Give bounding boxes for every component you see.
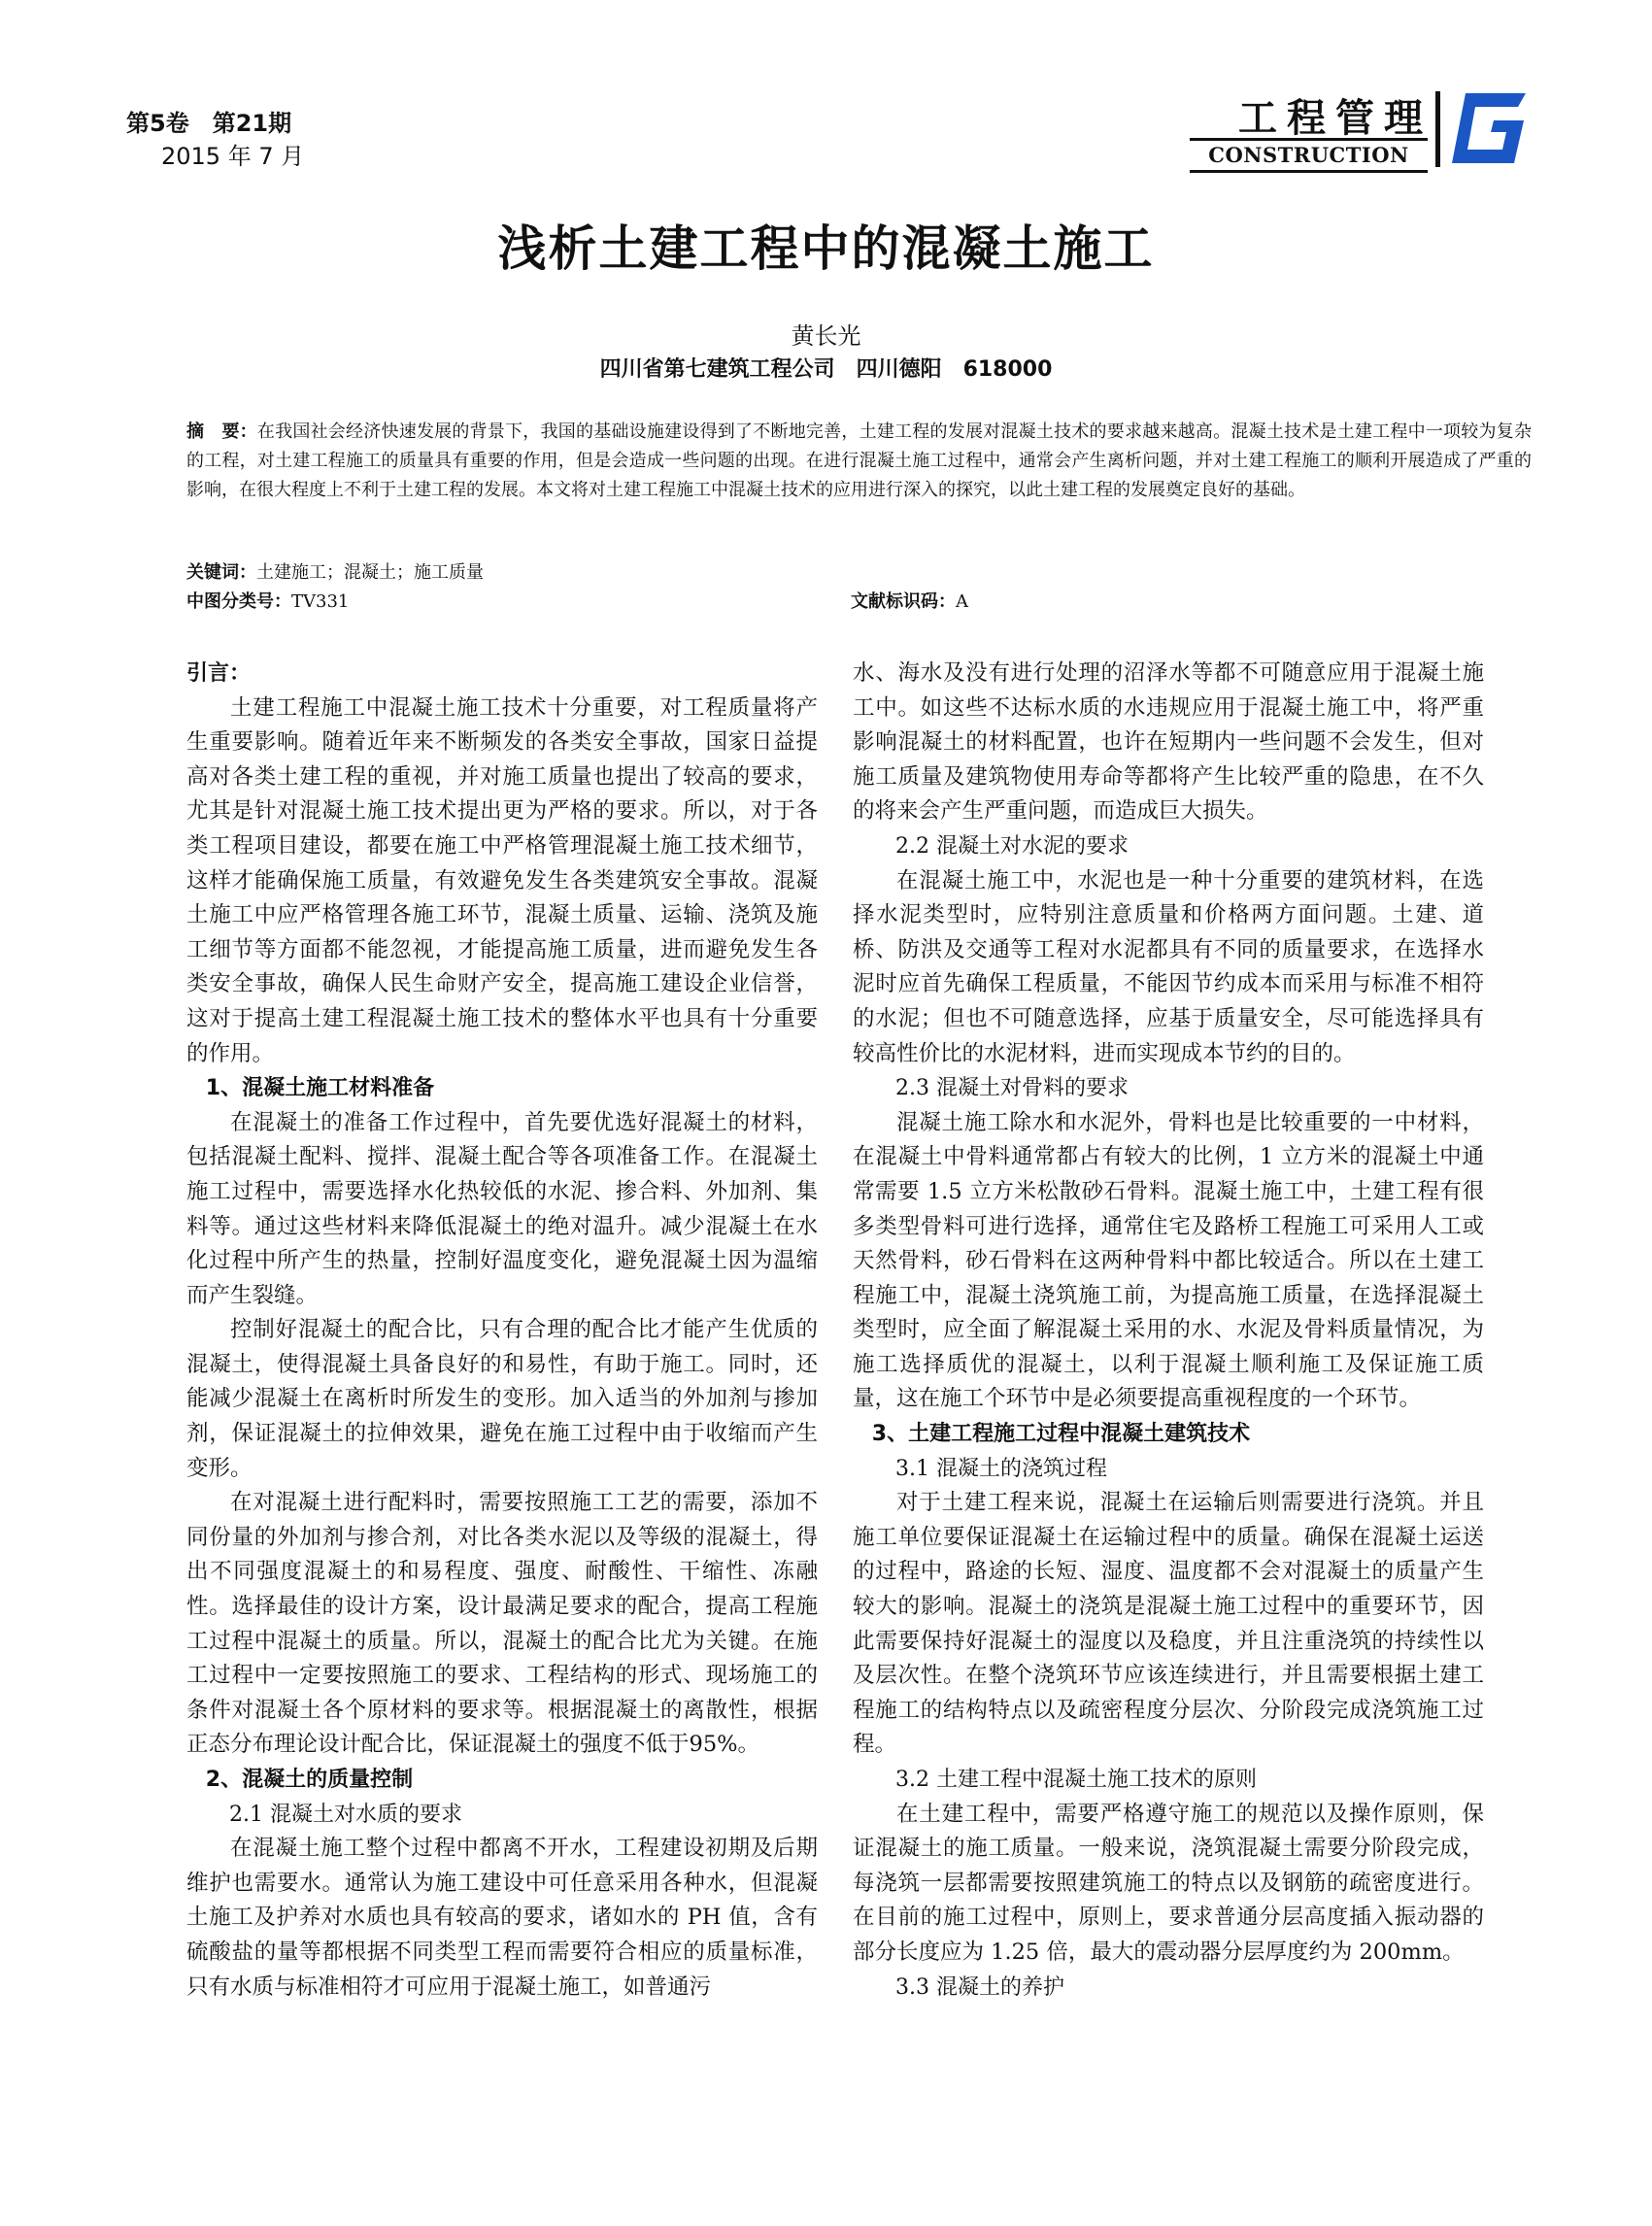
classification	[186, 589, 349, 616]
abstract-text: 在我国社会经济快速发展的背景下，我国的基础设施建设得到了不断地完善，土建工程的发展对混凝土技术的要求越来越高。混凝土技术是土建工程中一项较为复杂的工程，对土建工程施工的质量具有重要的作用，但是会造成一些问题的出现。在进行混凝土施工过程中，通常会产生离析问题，并对土建工程施工的顺利开展造成了严重的影响，在很大程度上不利于土建工程的发展。本文将对土建工程施工中混凝土技术的应用进行深入的探究，以此土建工程的发展奠定良好的基础。	[186, 422, 1532, 500]
section-2-1-continued: 水、海水及没有进行处理的沼泽水等都不可随意应用于混凝土施工中。如这些不达标水质的水违规应用于混凝土施工中，将严重影响混凝土的材料配置，也许在短期内一些问题不会发生，但对施工质量及建筑物使用寿命等都将产生比较严重的隐患，在不久的将来会产生严重问题，而造成巨大损失。	[853, 660, 1484, 825]
document-code-label: 文献标识码：	[851, 591, 956, 612]
journal-name: 工程管理	[1238, 96, 1433, 141]
intro-heading: 引言：	[186, 661, 252, 686]
classification-text: TV331	[291, 591, 350, 612]
article-title: 浅析土建工程中的混凝土施工	[497, 220, 1155, 277]
journal-logo-icon	[1448, 87, 1530, 169]
section-1-paragraph-2: 控制好混凝土的配合比，只有合理的配合比才能产生优质的混凝土，使得混凝土具备良好的和易性，有助于施工。同时，还能减少混凝土在离析时所发生的变形。加入适当的外加剂与掺加剂，保证混凝土的拉伸效果，避免在施工过程中由于收缩而产生变形。	[186, 1317, 818, 1481]
classification-label: 中图分类号：	[186, 591, 291, 612]
author-affiliation: 四川省第七建筑工程公司 四川德阳 618000	[599, 357, 1053, 382]
left-column	[186, 657, 818, 2005]
masthead-divider	[1435, 91, 1440, 167]
journal-english-name: CONSTRUCTION	[1190, 138, 1428, 173]
intro-paragraph: 土建工程施工中混凝土施工技术十分重要，对工程质量将产生重要影响。随着近年来不断频发的各类安全事故，国家日益提高对各类土建工程的重视，并对施工质量也提出了较高的要求，尤其是针对混凝土施工技术提出更为严格的要求。所以，对于各类工程项目建设，都要在施工中严格管理混凝土施工技术细节，这样才能确保施工质量，有效避免发生各类建筑安全事故。混凝土施工中应严格管理各施工环节，混凝土质量、运输、浇筑及施工细节等方面都不能忽视，才能提高施工质量，进而避免发生各类安全事故，确保人民生命财产安全，提高施工建设企业信誉，这对于提高土建工程混凝土施工技术的整体水平也具有十分重要的作用。	[186, 694, 818, 1066]
section-2-1-heading: 2.1 混凝土对水质的要求	[229, 1802, 462, 1827]
section-2-3-paragraph: 混凝土施工除水和水泥外，骨料也是比较重要的一中材料，在混凝土中骨料通常都占有较大的比例，1 立方米的混凝土中通常需要 1.5 立方米松散砂石骨料。混凝土施工中，土建工程有很多类型骨料可进行选择，通常住宅及路桥工程施工可采用人工或天然骨料，砂石骨料在这两种骨料中都比较适合。所以在土建工程施工中，混凝土浇筑施工前，为提高施工质量，在选择混凝土类型时，应全面了解混凝土采用的水、水泥及骨料质量情况，为施工选择质优的混凝土，以利于混凝土顺利施工及保证施工质量，这在施工个环节中是必须要提高重视程度的一个环节。	[853, 1109, 1484, 1412]
volume-issue: 第5卷 第21期	[126, 110, 292, 137]
section-3-2-paragraph: 在土建工程中，需要严格遵守施工的规范以及操作原则，保证混凝土的施工质量。一般来说，浇筑混凝土需要分阶段完成，每浇筑一层都需要按照建筑施工的特点以及钢筋的疏密度进行。在目前的施工过程中，原则上，要求普通分层高度插入振动器的部分长度应为 1.25 倍，最大的震动器分层厚度约为 200mm。	[853, 1801, 1484, 1965]
keywords	[186, 559, 484, 587]
section-2-heading: 2、混凝土的质量控制	[205, 1768, 414, 1792]
section-3-1-heading: 3.1 混凝土的浇筑过程	[895, 1456, 1107, 1481]
section-3-1-paragraph: 对于土建工程来说，混凝土在运输后则需要进行浇筑。并且施工单位要保证混凝土在运输过程中的质量。确保在混凝土运送的过程中，路途的长短、湿度、温度都不会对混凝土的质量产生较大的影响。混凝土的浇筑是混凝土施工过程中的重要环节，因此需要保持好混凝土的湿度以及稳度，并且注重浇筑的持续性以及层次性。在整个浇筑环节应该连续进行，并且需要根据土建工程施工的结构特点以及疏密程度分层次、分阶段完成浇筑施工过程。	[853, 1490, 1484, 1758]
section-2-1-paragraph: 在混凝土施工整个过程中都离不开水，工程建设初期及后期维护也需要水。通常认为施工建设中可任意采用各种水，但混凝土施工及护养对水质也具有较高的要求，诸如水的 PH 值，含有硫酸盐的量等都根据不同类型工程而需要符合相应的质量标准，只有水质与标准相符才可应用于混凝土施工，如普通污	[186, 1836, 818, 2000]
section-3-heading: 3、土建工程施工过程中混凝土建筑技术	[871, 1422, 1251, 1447]
document-code	[851, 589, 968, 616]
keywords-label: 关键词：	[186, 562, 256, 583]
section-3-3-heading: 3.3 混凝土的养护	[895, 1974, 1064, 2000]
right-column	[853, 657, 1484, 2005]
section-1-paragraph-1: 在混凝土的准备工作过程中，首先要优选好混凝土的材料，包括混凝土配料、搅拌、混凝土配合等各项准备工作。在混凝土施工过程中，需要选择水化热较低的水泥、掺合料、外加剂、集料等。通过这些材料来降低混凝土的绝对温升。减少混凝土在水化过程中所产生的热量，控制好温度变化，避免混凝土因为温缩而产生裂缝。	[186, 1109, 818, 1308]
author-name: 黄长光	[791, 322, 861, 350]
keywords-text: 土建施工；混凝土；施工质量	[256, 562, 484, 583]
issue-date: 2015 年 7 月	[161, 143, 305, 170]
abstract	[186, 418, 1532, 505]
section-2-2-paragraph: 在混凝土施工中，水泥也是一种十分重要的建筑材料，在选择水泥类型时，应特别注意质量和价格两方面问题。土建、道桥、防洪及交通等工程对水泥都具有不同的质量要求，在选择水泥时应首先确保工程质量，不能因节约成本而采用与标准不相符的水泥；但也不可随意选择，应基于质量安全，尽可能选择具有较高性价比的水泥材料，进而实现成本节约的目的。	[853, 867, 1484, 1066]
section-3-2-heading: 3.2 土建工程中混凝土施工技术的原则	[895, 1768, 1257, 1792]
section-2-2-heading: 2.2 混凝土对水泥的要求	[895, 833, 1129, 859]
section-1-paragraph-3: 在对混凝土进行配料时，需要按照施工工艺的需要，添加不同份量的外加剂与掺合剂，对比各类水泥以及等级的混凝土，得出不同强度混凝土的和易程度、强度、耐酸性、干缩性、冻融性。选择最佳的设计方案，设计最满足要求的配合，提高工程施工过程中混凝土的质量。所以，混凝土的配合比尤为关键。在施工过程中一定要按照施工的要求、工程结构的形式、现场施工的条件对混凝土各个原材料的要求等。根据混凝土的离散性，根据正态分布理论设计配合比，保证混凝土的强度不低于95%。	[186, 1490, 818, 1758]
document-code-text: A	[956, 591, 968, 612]
journal-info	[126, 107, 304, 173]
section-2-3-heading: 2.3 混凝土对骨料的要求	[895, 1076, 1129, 1101]
journal-masthead	[1190, 87, 1530, 175]
section-1-heading: 1、混凝土施工材料准备	[205, 1076, 435, 1101]
abstract-label: 摘 要：	[186, 422, 257, 442]
